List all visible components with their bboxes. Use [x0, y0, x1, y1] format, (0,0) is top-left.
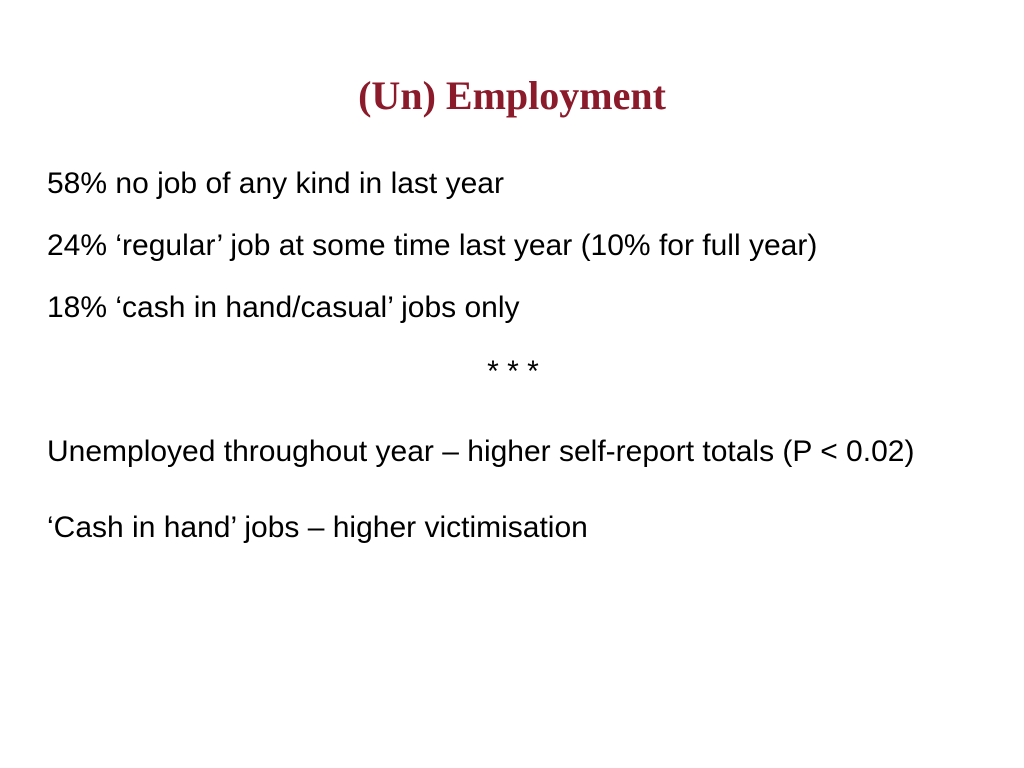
finding-unemployed: Unemployed throughout year – higher self-report totals (P < 0.02): [47, 435, 915, 468]
slide-title: (Un) Employment: [358, 73, 666, 118]
slide-body: [47, 166, 967, 546]
stat-line-regular-job: 24% ‘regular’ job at some time last year (10% for full year): [47, 229, 818, 262]
finding-cash-in-hand: ‘Cash in hand’ jobs – higher victimisation: [47, 511, 588, 544]
stat-line-cash-in-hand: 18% ‘cash in hand/casual’ jobs only: [47, 291, 520, 324]
stat-line-no-job: 58% no job of any kind in last year: [47, 167, 504, 200]
section-separator: * * *: [487, 355, 539, 388]
